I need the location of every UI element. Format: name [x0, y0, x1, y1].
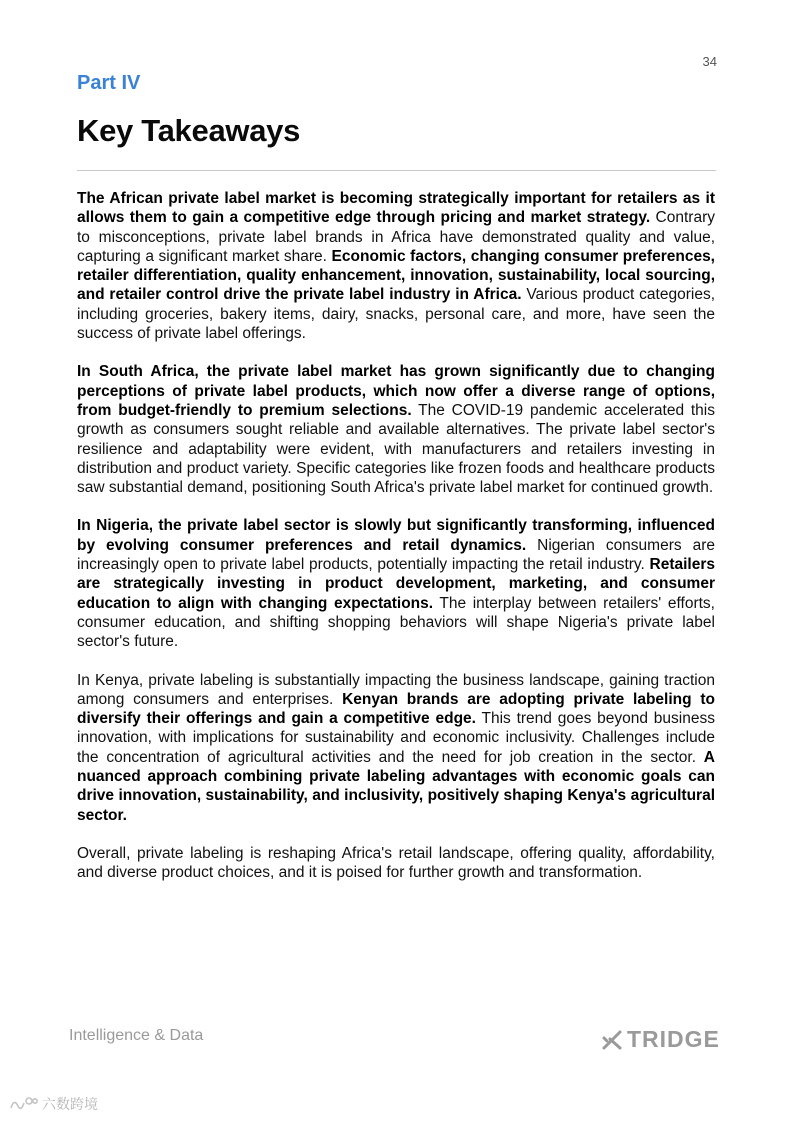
paragraph-kenya — [77, 671, 715, 825]
text-run: Economic factors, changing consumer preferences, retailer differentiation, quality enhancement, innovation, sustainability, local sourcing, and retailer control drive the private label industry in Africa. — [77, 247, 715, 304]
part-label: Part IV — [77, 72, 141, 94]
page-title: Key Takeaways — [77, 113, 301, 148]
text-run: The COVID-19 pandemic accelerated this growth as consumers sought reliable and available alternatives. The private label sector's resilience and adaptability were evident, with manufacturers and retailers investing in distribution and product variety. Specific categories like frozen foods and healthcare products saw substantial demand, positioning South Africa's private label market for continued growth. — [77, 401, 715, 497]
text-run: The interplay between retailers' efforts, consumer education, and shifting shopping behaviors will shape Nigeria's private label sector's future. — [77, 594, 715, 651]
watermark — [8, 1094, 98, 1114]
text-run: In Nigeria, the private label sector is slowly but significantly transforming, influenced by evolving consumer preferences and retail dynamics. — [77, 517, 715, 554]
page-number: 34 — [702, 54, 717, 69]
text-run: In Kenya, private labeling is substantially impacting the business landscape, gaining traction among consumers and enterprises. — [77, 671, 715, 708]
brand-name: TRIDGE — [627, 1026, 720, 1052]
paragraph-overall — [77, 844, 715, 883]
watermark-text: 六数跨境 — [42, 1096, 98, 1112]
text-run: Overall, private labeling is reshaping Africa's retail landscape, offering quality, affordability, and diverse product choices, and it is poised for further growth and transformation. — [77, 844, 715, 882]
tridge-logo-icon — [601, 1029, 623, 1051]
watermark-logo-icon — [8, 1094, 38, 1114]
text-run: A nuanced approach combining private labeling advantages with economic goals can drive innovation, sustainability, and inclusivity, positively shaping Kenya's agricultural sector. — [77, 748, 715, 824]
brand-logo — [601, 1026, 720, 1053]
text-run: Contrary to misconceptions, private label brands in Africa have demonstrated quality and value, capturing a significant market share. — [77, 209, 715, 265]
paragraph-africa-overview — [77, 189, 715, 343]
footer-tagline: Intelligence & Data — [69, 1027, 204, 1044]
text-run: Retailers are strategically investing in product development, marketing, and consumer education to align with changing expectations. — [77, 556, 715, 612]
text-run: The African private label market is becoming strategically important for retailers as it allows them to gain a competitive edge through pricing and market strategy. — [77, 190, 715, 227]
body-content — [77, 189, 715, 902]
text-run: This trend goes beyond business innovation, with implications for sustainability and economic inclusivity. Challenges include the concentration of agricultural activities and the need for job creation in the sector. — [77, 710, 715, 766]
paragraph-nigeria — [77, 516, 715, 651]
text-run: Kenyan brands are adopting private labeling to diversify their offerings and gain a competitive edge. — [77, 690, 715, 728]
text-run: Various product categories, including groceries, bakery items, dairy, snacks, personal care, and more, have seen the success of private label offerings. — [77, 286, 716, 343]
paragraph-south-africa — [77, 362, 715, 497]
text-run: Nigerian consumers are increasingly open to private label products, potentially impacting the retail industry. — [77, 536, 715, 574]
title-divider — [77, 170, 716, 171]
text-run: In South Africa, the private label market has grown significantly due to changing perceptions of private label products, which now offer a diverse range of options, from budget-friendly to premium selections. — [77, 363, 715, 419]
